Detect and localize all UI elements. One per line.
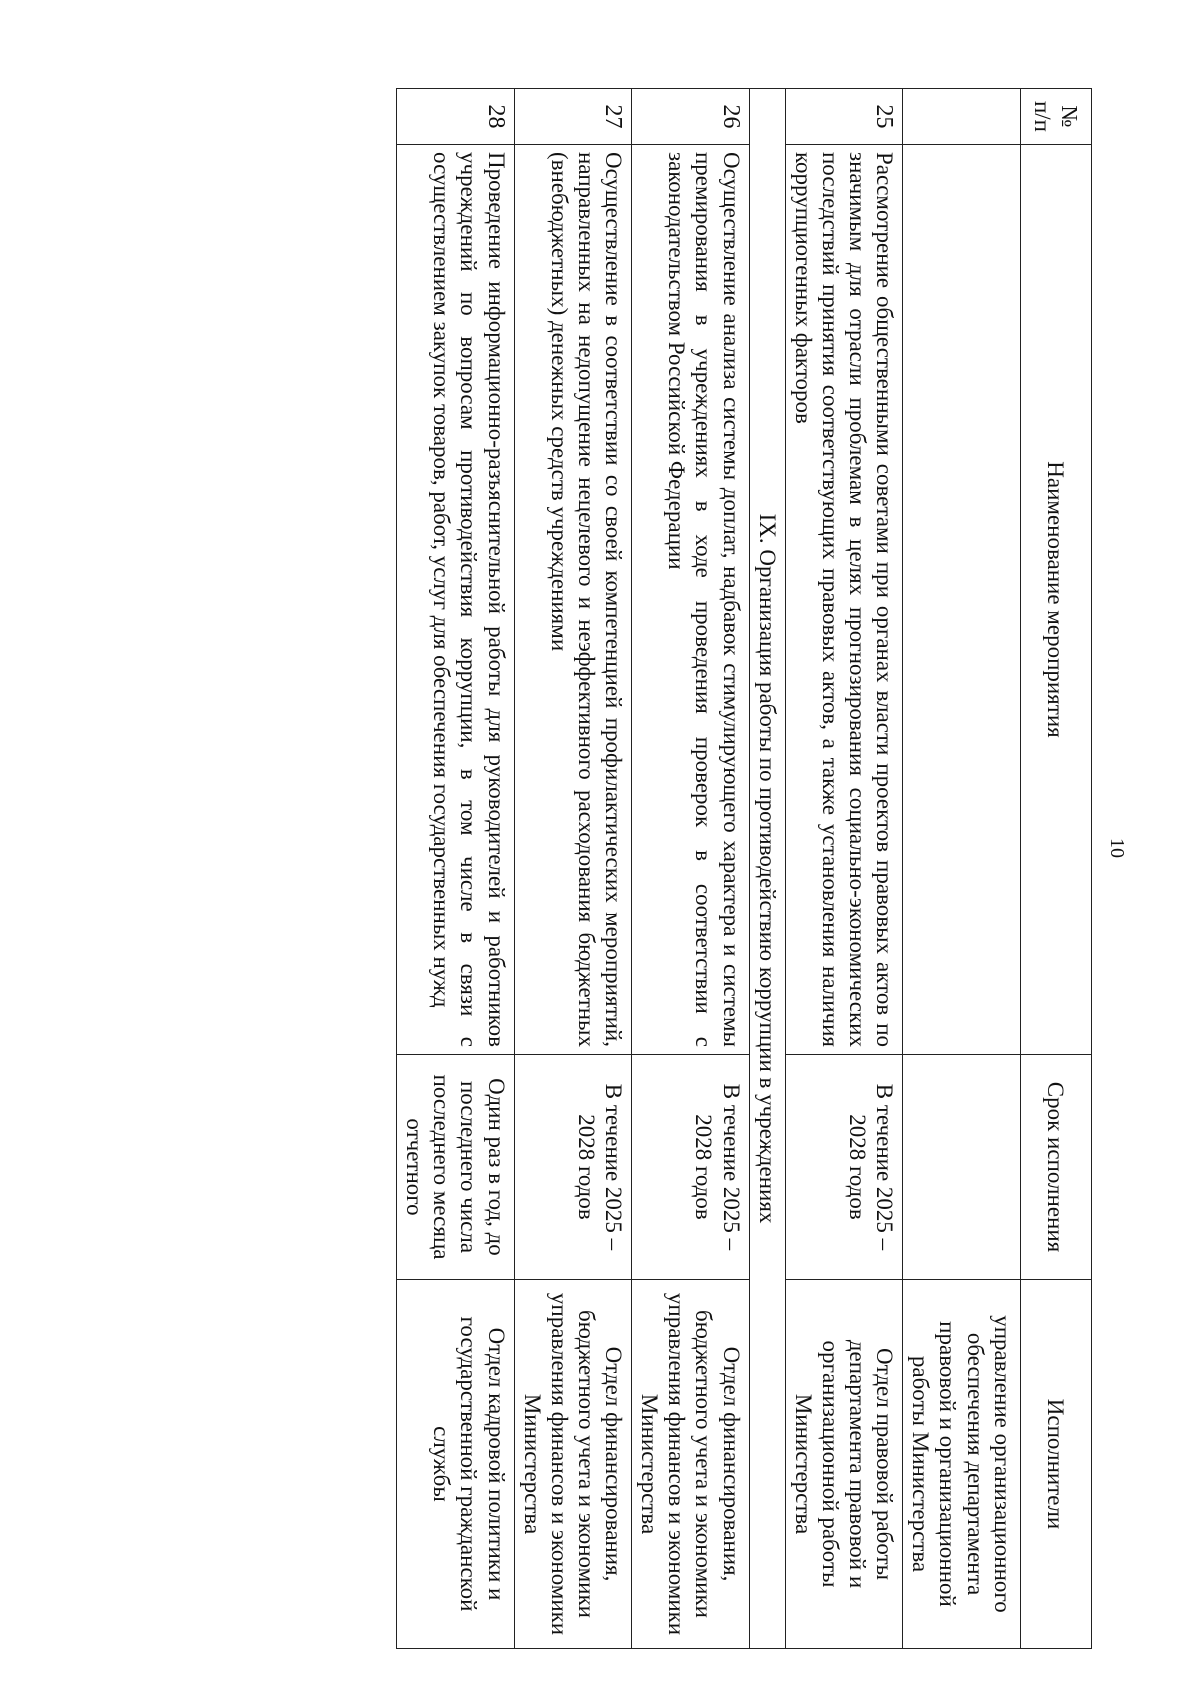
row-name: Осуществление анализа системы доплат, надбавок стимулирующего характера и системы премирования в учреждениях в ходе проведения проверок в соответствии с законодательством Российской Федерации [632, 145, 750, 1055]
row-num: 28 [397, 89, 515, 145]
header-executors: Исполнители [1020, 1280, 1091, 1649]
continuation-row [903, 89, 1021, 1649]
row-name: Рассмотрение общественными советами при органах власти проектов правовых актов по значимым для отрасли проблемам в целях прогнозирования социально-экономических последствий принятия соответствующих правовых актов, а также установления наличия коррупциогенных факторов [785, 145, 903, 1055]
section-row [749, 89, 785, 1649]
row-term: В течение 2025 – 2028 годов [514, 1055, 632, 1280]
table-row [785, 89, 903, 1649]
row-num: 27 [514, 89, 632, 145]
measures-table [396, 88, 1092, 1649]
row-num: 25 [785, 89, 903, 145]
row-term: Один раз в год, до последнего числа последнего месяца отчетного [397, 1055, 515, 1280]
row-term: В течение 2025 – 2028 годов [785, 1055, 903, 1280]
table-row [514, 89, 632, 1649]
row-executors: Отдел кадровой политики и государственной гражданской службы [397, 1280, 515, 1649]
row-executors: Отдел правовой работы департамента правовой и организационной работы Министерства [785, 1280, 903, 1649]
table-row [632, 89, 750, 1649]
row-executors: Отдел финансирования, бюджетного учета и экономики управления финансов и экономики Министерства [514, 1280, 632, 1649]
header-name: Наименование мероприятия [1020, 145, 1091, 1055]
row-executors: Отдел финансирования, бюджетного учета и экономики управления финансов и экономики Министерства [632, 1280, 750, 1649]
row-num: 26 [632, 89, 750, 145]
page-number: 10 [1106, 838, 1128, 858]
header-num: № п/п [1020, 89, 1091, 145]
table-header-row [1020, 89, 1091, 1649]
row-term: В течение 2025 – 2028 годов [632, 1055, 750, 1280]
row-name: Проведение информационно-разъяснительной работы для руководителей и работников учреждений по вопросам противодействия коррупции, в том числе в связи с осуществлением закупок товаров, работ, услуг для обеспечения государственных нужд [397, 145, 515, 1055]
table-row [397, 89, 515, 1649]
row-name: Осуществление в соответствии со своей компетенцией профилактических мероприятий, направленных на недопущение нецелевого и неэффективного расходования бюджетных (внебюджетных) денежных средств учреждениями [514, 145, 632, 1055]
header-term: Срок исполнения [1020, 1055, 1091, 1280]
section-title: IX. Организация работы по противодействию коррупции в учреждениях [749, 89, 785, 1649]
continuation-executor: управление организационного обеспечения департамента правовой и организационной работы Министерства [903, 1280, 1021, 1649]
